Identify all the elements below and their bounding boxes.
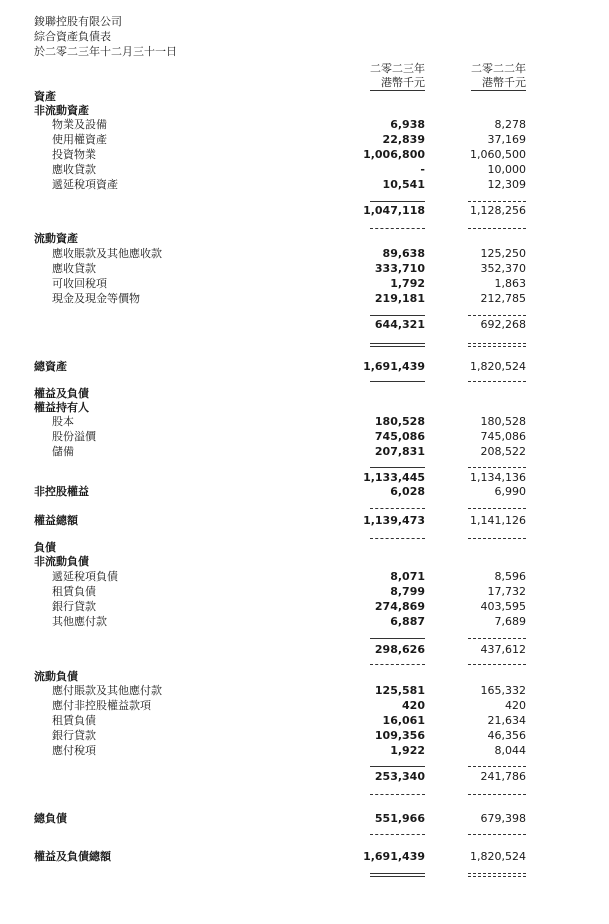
line-item-label: 流動資產 <box>34 232 78 245</box>
line-item-label: 非流動資產 <box>34 104 89 117</box>
rule-2022 <box>468 794 526 795</box>
line-item <box>0 513 609 528</box>
rule-2022 <box>468 538 526 539</box>
value-2022: 437,612 <box>480 643 526 656</box>
line-item <box>0 400 609 415</box>
line-item-label: 負債 <box>34 541 56 554</box>
value-2022: 10,000 <box>487 163 526 176</box>
value-2023: 8,799 <box>390 585 425 598</box>
rule-2023 <box>370 766 425 767</box>
value-2023: 89,638 <box>382 247 425 260</box>
line-item <box>0 261 609 276</box>
rule-2023 <box>370 346 425 347</box>
line-item <box>0 444 609 459</box>
line-item <box>0 246 609 261</box>
subtotal-row <box>0 203 609 218</box>
value-2022: 692,268 <box>480 318 526 331</box>
line-item-label: 權益總額 <box>34 514 78 527</box>
value-2022: 21,634 <box>487 714 526 727</box>
line-item-label: 租賃負債 <box>52 585 96 598</box>
value-2023: 1,006,800 <box>363 148 425 161</box>
line-item-label: 遞延稅項負債 <box>52 570 118 583</box>
line-item <box>0 291 609 306</box>
value-2023: 1,691,439 <box>363 850 425 863</box>
column-unit: 港幣千元 <box>381 76 425 89</box>
value-2022: 208,522 <box>480 445 526 458</box>
value-2023: 207,831 <box>374 445 425 458</box>
line-item-label: 租賃負債 <box>52 714 96 727</box>
value-2022: 1,820,524 <box>470 360 526 373</box>
rule-2023 <box>370 664 425 665</box>
rule-2023 <box>370 228 425 229</box>
value-2023: 298,626 <box>374 643 425 656</box>
value-2022: 1,128,256 <box>470 204 526 217</box>
rule-2023 <box>370 538 425 539</box>
line-item <box>0 599 609 614</box>
value-2023: 1,139,473 <box>363 514 425 527</box>
line-item-label: 資產 <box>34 90 56 103</box>
rule-2022 <box>468 467 526 468</box>
statement-title: 綜合資產負債表 <box>34 30 111 43</box>
rule-2023 <box>370 876 425 877</box>
rule-2022 <box>468 228 526 229</box>
value-2023: 1,922 <box>390 744 425 757</box>
value-2022: 46,356 <box>487 729 526 742</box>
line-item <box>0 147 609 162</box>
column-unit: 港幣千元 <box>482 76 526 89</box>
line-item-label: 權益持有人 <box>34 401 89 414</box>
value-2023: 10,541 <box>382 178 425 191</box>
value-2022: 37,169 <box>487 133 526 146</box>
rule-2023 <box>370 794 425 795</box>
column-header-2023 <box>315 62 425 90</box>
value-2022: 8,596 <box>494 570 526 583</box>
column-year: 二零二二年 <box>471 62 526 75</box>
line-item <box>0 728 609 743</box>
line-item <box>0 386 609 401</box>
line-item <box>0 429 609 444</box>
line-item <box>0 849 609 864</box>
line-item-label: 儲備 <box>52 445 74 458</box>
line-item-label: 其他應付款 <box>52 615 107 628</box>
statement-date: 於二零二三年十二月三十一日 <box>34 45 177 58</box>
value-2022: 6,990 <box>494 485 526 498</box>
line-item-label: 銀行貸款 <box>52 729 96 742</box>
line-item-label: 流動負債 <box>34 670 78 683</box>
line-item <box>0 103 609 118</box>
line-item-label: 投資物業 <box>52 148 96 161</box>
value-2022: 679,398 <box>480 812 526 825</box>
rule-2023 <box>370 638 425 639</box>
rule-2023 <box>370 467 425 468</box>
line-item-label: 遞延稅項資產 <box>52 178 118 191</box>
value-2023: 1,133,445 <box>363 471 425 484</box>
line-item-label: 應收貸款 <box>52 262 96 275</box>
value-2023: 22,839 <box>382 133 425 146</box>
rule-2023 <box>370 201 425 202</box>
line-item <box>0 669 609 684</box>
line-item-label: 物業及設備 <box>52 118 107 131</box>
value-2022: 8,044 <box>494 744 526 757</box>
rule-2022 <box>468 876 526 877</box>
value-2023: 180,528 <box>374 415 425 428</box>
rule-2022 <box>468 508 526 509</box>
value-2022: 352,370 <box>480 262 526 275</box>
rule-2022 <box>468 766 526 767</box>
rule-2022 <box>468 315 526 316</box>
rule-2022 <box>468 664 526 665</box>
value-2022: 241,786 <box>480 770 526 783</box>
rule-2023 <box>370 834 425 835</box>
line-item-label: 股本 <box>52 415 74 428</box>
line-item <box>0 276 609 291</box>
rule-2023 <box>370 873 425 874</box>
value-2023: 745,086 <box>374 430 425 443</box>
line-item <box>0 614 609 629</box>
rule-2022 <box>468 873 526 874</box>
value-2023: 6,028 <box>390 485 425 498</box>
value-2022: 1,820,524 <box>470 850 526 863</box>
line-item-label: 應付稅項 <box>52 744 96 757</box>
value-2022: 180,528 <box>480 415 526 428</box>
line-item-label: 應收賬款及其他應收款 <box>52 247 162 260</box>
line-item <box>0 162 609 177</box>
line-item <box>0 89 609 104</box>
value-2023: - <box>420 163 425 176</box>
line-item-label: 股份溢價 <box>52 430 96 443</box>
line-item <box>0 811 609 826</box>
line-item <box>0 414 609 429</box>
value-2023: 219,181 <box>374 292 425 305</box>
line-item <box>0 698 609 713</box>
value-2023: 8,071 <box>390 570 425 583</box>
line-item <box>0 743 609 758</box>
line-item-label: 應付賬款及其他應付款 <box>52 684 162 697</box>
value-2022: 420 <box>505 699 526 712</box>
line-item-label: 可收回稅項 <box>52 277 107 290</box>
line-item-label: 非控股權益 <box>34 485 89 498</box>
rule-2023 <box>370 315 425 316</box>
value-2023: 420 <box>402 699 425 712</box>
value-2023: 274,869 <box>374 600 425 613</box>
line-item-label: 權益及負債總額 <box>34 850 111 863</box>
line-item-label: 總資產 <box>34 360 67 373</box>
value-2022: 165,332 <box>480 684 526 697</box>
line-item <box>0 231 609 246</box>
line-item-label: 總負債 <box>34 812 67 825</box>
value-2023: 6,887 <box>390 615 425 628</box>
rule-2023 <box>370 343 425 344</box>
rule-2023 <box>370 381 425 382</box>
value-2023: 1,691,439 <box>363 360 425 373</box>
rule-2022 <box>468 201 526 202</box>
line-item <box>0 584 609 599</box>
line-item <box>0 683 609 698</box>
value-2022: 1,134,136 <box>470 471 526 484</box>
value-2022: 8,278 <box>494 118 526 131</box>
subtotal-row <box>0 769 609 784</box>
value-2023: 125,581 <box>374 684 425 697</box>
value-2022: 17,732 <box>487 585 526 598</box>
line-item <box>0 484 609 499</box>
value-2023: 1,792 <box>390 277 425 290</box>
line-item <box>0 177 609 192</box>
line-item-label: 現金及現金等價物 <box>52 292 140 305</box>
rule-2022 <box>468 343 526 344</box>
value-2022: 212,785 <box>480 292 526 305</box>
value-2023: 253,340 <box>374 770 425 783</box>
company-name: 鋑聯控股有限公司 <box>34 15 122 28</box>
value-2022: 403,595 <box>480 600 526 613</box>
line-item-label: 銀行貸款 <box>52 600 96 613</box>
line-item <box>0 540 609 555</box>
line-item <box>0 569 609 584</box>
rule-2023 <box>370 508 425 509</box>
value-2022: 12,309 <box>487 178 526 191</box>
line-item <box>0 554 609 569</box>
subtotal-row <box>0 317 609 332</box>
value-2022: 7,689 <box>494 615 526 628</box>
value-2022: 745,086 <box>480 430 526 443</box>
line-item-label: 權益及負債 <box>34 387 89 400</box>
value-2023: 109,356 <box>374 729 425 742</box>
line-item <box>0 132 609 147</box>
rule-2022 <box>468 346 526 347</box>
line-item-label: 應收貸款 <box>52 163 96 176</box>
value-2023: 551,966 <box>374 812 425 825</box>
rule-2022 <box>468 638 526 639</box>
column-year: 二零二三年 <box>370 62 425 75</box>
value-2023: 644,321 <box>374 318 425 331</box>
rule-2022 <box>468 381 526 382</box>
value-2023: 1,047,118 <box>363 204 425 217</box>
value-2022: 1,060,500 <box>470 148 526 161</box>
line-item-label: 應付非控股權益款項 <box>52 699 151 712</box>
value-2023: 6,938 <box>390 118 425 131</box>
line-item-label: 非流動負債 <box>34 555 89 568</box>
value-2022: 1,141,126 <box>470 514 526 527</box>
line-item <box>0 117 609 132</box>
value-2022: 125,250 <box>480 247 526 260</box>
line-item <box>0 713 609 728</box>
subtotal-row <box>0 470 609 485</box>
column-header-2022 <box>416 62 526 90</box>
value-2022: 1,863 <box>494 277 526 290</box>
line-item-label: 使用權資產 <box>52 133 107 146</box>
value-2023: 16,061 <box>382 714 425 727</box>
subtotal-row <box>0 642 609 657</box>
value-2023: 333,710 <box>374 262 425 275</box>
rule-2022 <box>468 834 526 835</box>
line-item <box>0 359 609 374</box>
